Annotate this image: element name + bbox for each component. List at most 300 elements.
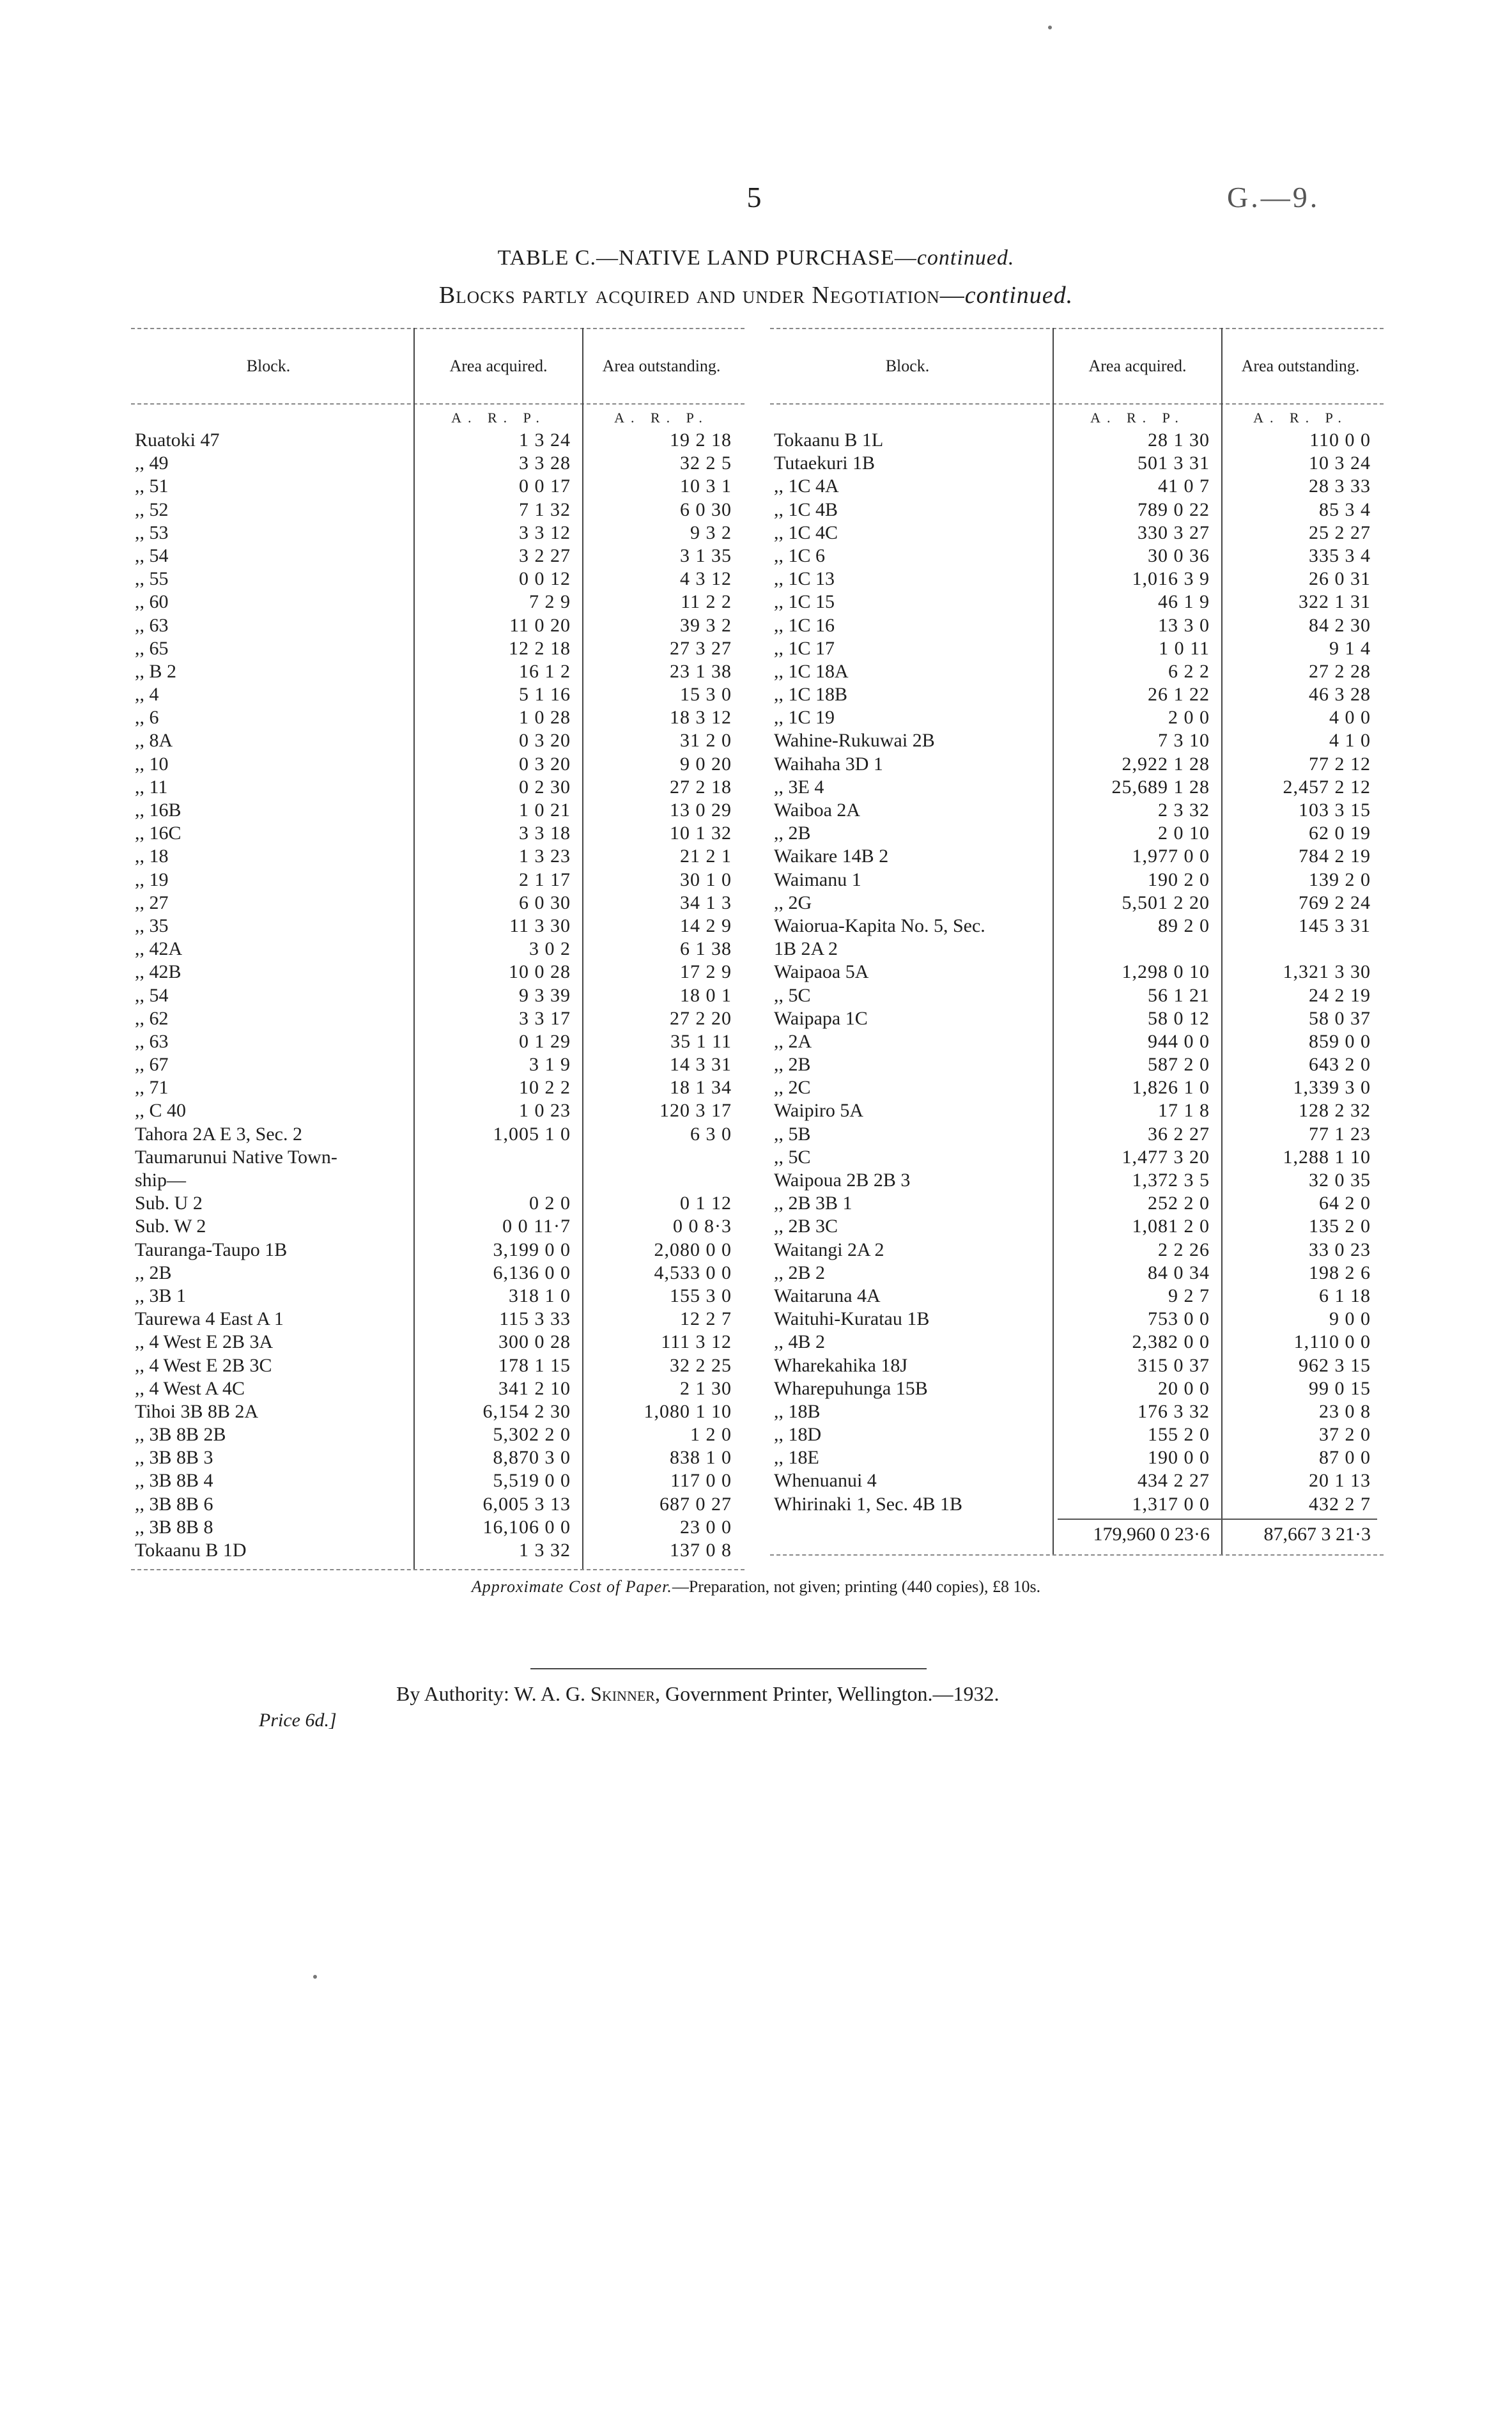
block-name: Ruatoki 47 [135, 429, 220, 451]
area-outstanding-value: 13 0 29 [670, 800, 732, 821]
area-acquired-value: 2 0 10 [1158, 823, 1210, 844]
area-acquired-value: 2,922 1 28 [1122, 753, 1210, 775]
table-row [131, 1076, 744, 1099]
table-row [131, 1192, 744, 1215]
area-outstanding-value: 322 1 31 [1299, 591, 1371, 613]
area-outstanding-value: 27 2 20 [670, 1007, 732, 1029]
table-row [770, 869, 1384, 892]
block-name: ,, 3B 8B 6 [135, 1493, 213, 1515]
area-acquired-value: 56 1 21 [1148, 984, 1210, 1006]
units-outstanding: A. R. P. [614, 410, 709, 426]
block-name: Sub. U 2 [135, 1193, 203, 1214]
area-outstanding-value: 27 3 27 [670, 637, 732, 659]
block-name: ,, 42A [135, 938, 183, 960]
table-row [131, 452, 744, 475]
table-row [770, 1331, 1384, 1354]
area-outstanding-value: 9 0 0 [1329, 1308, 1371, 1330]
area-acquired-value: 3 1 9 [529, 1054, 571, 1076]
area-acquired-value: 1,977 0 0 [1132, 846, 1210, 867]
block-name: ,, 16C [135, 823, 181, 844]
block-name: ,, 1C 16 [774, 614, 835, 636]
table-row [770, 1169, 1384, 1192]
table-row [770, 1030, 1384, 1053]
block-name: ,, 6 [135, 707, 159, 729]
block-name: ,, 18B [774, 1400, 821, 1422]
block-name: ,, 1C 18A [774, 660, 849, 682]
area-outstanding-value: 25 2 27 [1309, 522, 1371, 543]
area-acquired-value: 1,826 1 0 [1132, 1077, 1210, 1099]
cost-footnote [0, 1577, 1512, 1597]
area-outstanding-value: 1,321 3 30 [1283, 961, 1371, 983]
area-outstanding-value: 84 2 30 [1309, 614, 1371, 636]
block-name: Waipiro 5A [774, 1100, 864, 1122]
area-acquired-value: 8,870 3 0 [493, 1447, 571, 1469]
block-name: ,, 18E [774, 1447, 819, 1469]
table-bottom-rule [770, 1554, 1384, 1556]
block-name: ,, 1C 17 [774, 637, 835, 659]
area-acquired-value: 9 2 7 [1168, 1285, 1210, 1306]
area-acquired-value: 190 2 0 [1148, 869, 1210, 890]
area-outstanding-value: 77 1 23 [1309, 1123, 1371, 1145]
block-name: ,, 54 [135, 984, 169, 1006]
table-row [770, 1146, 1384, 1169]
area-acquired-value: 1,372 3 5 [1132, 1170, 1210, 1191]
block-name: Waimanu 1 [774, 869, 861, 890]
area-acquired-value: 300 0 28 [498, 1331, 571, 1353]
block-name: ,, 62 [135, 1007, 169, 1029]
area-outstanding-value: 58 0 37 [1309, 1007, 1371, 1029]
table-row [770, 822, 1384, 845]
area-outstanding-value: 34 1 3 [680, 892, 732, 913]
block-name: Taurewa 4 East A 1 [135, 1308, 284, 1330]
table-row [770, 475, 1384, 498]
area-acquired-value: 315 0 37 [1138, 1354, 1210, 1376]
block-name: ,, 67 [135, 1054, 169, 1076]
area-acquired-value: 0 0 11·7 [502, 1216, 571, 1237]
table-row [131, 1053, 744, 1076]
table-row [131, 660, 744, 683]
block-name: ,, 49 [135, 452, 169, 474]
area-acquired-value: 1,005 1 0 [493, 1123, 571, 1145]
price: Price 6d.] [259, 1710, 337, 1731]
block-name: ,, 71 [135, 1077, 169, 1099]
block-name: ,, 4 West E 2B 3C [135, 1354, 272, 1376]
area-acquired-value: 6 0 30 [519, 892, 571, 913]
area-outstanding-value: 6 1 18 [1319, 1285, 1371, 1306]
area-outstanding-value: 6 3 0 [690, 1123, 732, 1145]
area-outstanding-value: 85 3 4 [1319, 499, 1371, 520]
area-acquired-value: 3 0 2 [529, 938, 571, 960]
block-name: ,, 8A [135, 730, 173, 752]
block-name: ,, 65 [135, 637, 169, 659]
block-name: Waiboa 2A [774, 800, 861, 821]
area-acquired-value: 36 2 27 [1148, 1123, 1210, 1145]
area-acquired-value: 115 3 33 [499, 1308, 571, 1330]
units-acquired: A. R. P. [451, 410, 546, 426]
block-name: ,, C 40 [135, 1100, 187, 1122]
table-title [0, 246, 1512, 270]
table-row [770, 706, 1384, 729]
area-acquired-value: 3 3 28 [519, 452, 571, 474]
header-rule [131, 403, 744, 405]
block-name: ,, 10 [135, 753, 169, 775]
block-name: ,, 19 [135, 869, 169, 890]
table-row [770, 776, 1384, 799]
block-name: Wahine-Rukuwai 2B [774, 730, 935, 752]
area-outstanding-value: 432 2 7 [1309, 1493, 1371, 1515]
area-outstanding-value: 838 1 0 [670, 1447, 732, 1469]
area-outstanding-value: 23 0 8 [1319, 1400, 1371, 1422]
area-outstanding-value: 18 3 12 [670, 707, 732, 729]
column-header-area-acquired: Area acquired. [1088, 357, 1187, 375]
table-row [131, 776, 744, 799]
block-name: ,, 1C 15 [774, 591, 835, 613]
table-row [131, 499, 744, 522]
area-outstanding-value: 39 3 2 [680, 614, 732, 636]
area-outstanding-value: 33 0 23 [1309, 1239, 1371, 1260]
block-name: ,, 53 [135, 522, 169, 543]
table-row [770, 1354, 1384, 1377]
block-name: Wharekahika 18J [774, 1354, 908, 1376]
area-outstanding-value: 99 0 15 [1309, 1377, 1371, 1399]
table-row [770, 1400, 1384, 1423]
area-acquired-value: 46 1 9 [1158, 591, 1210, 613]
area-acquired-value: 41 0 7 [1158, 476, 1210, 497]
table-row [770, 1076, 1384, 1099]
column-header-area-acquired: Area acquired. [449, 357, 548, 375]
area-acquired-value: 1 0 21 [519, 800, 571, 821]
block-name: Tutaekuri 1B [774, 452, 876, 474]
block-name: ,, 1C 4C [774, 522, 838, 543]
block-name: ,, 1C 4A [774, 476, 839, 497]
block-name: ,, 60 [135, 591, 169, 613]
area-acquired-value: 58 0 12 [1148, 1007, 1210, 1029]
table-row [131, 869, 744, 892]
table-row [131, 1099, 744, 1122]
area-outstanding-value: 4,533 0 0 [654, 1262, 732, 1283]
table-bottom-rule [131, 1569, 744, 1570]
area-acquired-value: 3 3 17 [519, 1007, 571, 1029]
area-outstanding-value: 14 2 9 [680, 915, 732, 936]
page-code: G.—9. [1227, 181, 1320, 213]
table-row [131, 1516, 744, 1539]
area-acquired-value: 1 0 23 [519, 1100, 571, 1122]
area-acquired-value: 1,477 3 20 [1122, 1146, 1210, 1168]
table-row [131, 1446, 744, 1469]
area-acquired-value: 2 1 17 [519, 869, 571, 890]
block-name: ,, 54 [135, 545, 169, 566]
area-acquired-value: 341 2 10 [498, 1377, 571, 1399]
table-row [770, 1239, 1384, 1262]
area-outstanding-value: 32 2 5 [680, 452, 732, 474]
column-header-block: Block. [885, 357, 930, 375]
area-outstanding-value: 103 3 15 [1299, 800, 1371, 821]
table-row [131, 1539, 744, 1562]
area-outstanding-value: 1,339 3 0 [1293, 1077, 1371, 1099]
area-outstanding-value: 1 2 0 [690, 1424, 732, 1446]
block-name: ,, 63 [135, 1030, 169, 1052]
area-outstanding-value: 137 0 8 [670, 1540, 732, 1561]
area-outstanding-value: 135 2 0 [1309, 1216, 1371, 1237]
area-acquired-value: 1 3 23 [519, 846, 571, 867]
area-acquired-value: 10 2 2 [519, 1077, 571, 1099]
table-row [131, 1400, 744, 1423]
block-name: Waipoua 2B 2B 3 [774, 1170, 911, 1191]
table-row [770, 984, 1384, 1007]
table-row [131, 706, 744, 729]
area-outstanding-value: 4 0 0 [1329, 707, 1371, 729]
area-acquired-value: 753 0 0 [1148, 1308, 1210, 1330]
table-row [770, 499, 1384, 522]
area-acquired-value: 1,298 0 10 [1122, 961, 1210, 983]
area-acquired-value: 30 0 36 [1148, 545, 1210, 566]
area-acquired-value: 1,317 0 0 [1132, 1493, 1210, 1515]
area-outstanding-value: 32 0 35 [1309, 1170, 1371, 1191]
table-row [770, 683, 1384, 706]
block-name: Waihaha 3D 1 [774, 753, 883, 775]
area-acquired-value: 13 3 0 [1158, 614, 1210, 636]
area-outstanding-value: 46 3 28 [1309, 684, 1371, 706]
area-outstanding-value: 9 3 2 [690, 522, 732, 543]
block-name: ,, 27 [135, 892, 169, 913]
block-name: ,, 2B 2 [774, 1262, 826, 1283]
area-acquired-value: 0 3 20 [519, 753, 571, 775]
table-row [131, 753, 744, 776]
block-name: 1B 2A 2 [774, 938, 838, 960]
table-row [131, 475, 744, 498]
table-row [131, 1308, 744, 1331]
table-row [770, 1423, 1384, 1446]
table-row [770, 452, 1384, 475]
scan-speck [1048, 26, 1052, 29]
table-row [131, 1354, 744, 1377]
area-outstanding-value: 21 2 1 [680, 846, 732, 867]
area-outstanding-value: 64 2 0 [1319, 1193, 1371, 1214]
area-outstanding-value: 32 2 25 [670, 1354, 732, 1376]
area-acquired-value: 1,081 2 0 [1132, 1216, 1210, 1237]
block-name: ,, 1C 18B [774, 684, 848, 706]
area-acquired-value: 16,106 0 0 [482, 1516, 571, 1538]
area-acquired-value: 5,501 2 20 [1122, 892, 1210, 913]
table-row [770, 1215, 1384, 1238]
table-row [770, 591, 1384, 614]
area-outstanding-value: 26 0 31 [1309, 568, 1371, 590]
table-top-rule [770, 328, 1384, 329]
area-outstanding-value: 37 2 0 [1319, 1424, 1371, 1446]
area-outstanding-value: 110 0 0 [1309, 429, 1371, 451]
table-row [131, 822, 744, 845]
block-name: ,, 4 West E 2B 3A [135, 1331, 274, 1353]
area-outstanding-value: 859 0 0 [1309, 1030, 1371, 1052]
page-number: 5 [746, 181, 762, 213]
block-name: ,, 52 [135, 499, 169, 520]
table-row [770, 1099, 1384, 1122]
units-outstanding: A. R. P. [1253, 410, 1348, 426]
table-row [131, 1169, 744, 1192]
imprint-printer: Skinner [590, 1682, 655, 1705]
table-row [131, 683, 744, 706]
table-row [770, 1123, 1384, 1146]
area-outstanding-value: 17 2 9 [680, 961, 732, 983]
area-acquired-value: 6,005 3 13 [482, 1493, 571, 1515]
block-name: Waituhi-Kuratau 1B [774, 1308, 930, 1330]
area-outstanding-value: 111 3 12 [661, 1331, 732, 1353]
area-acquired-value: 12 2 18 [509, 637, 571, 659]
area-outstanding-value: 24 2 19 [1309, 984, 1371, 1006]
cost-label: Approximate Cost of Paper. [471, 1577, 672, 1596]
area-acquired-value: 26 1 22 [1148, 684, 1210, 706]
block-name: ,, B 2 [135, 660, 177, 682]
table-row [770, 637, 1384, 660]
area-outstanding-value: 23 0 0 [680, 1516, 732, 1538]
area-acquired-value: 2,382 0 0 [1132, 1331, 1210, 1353]
block-name: ,, 1C 4B [774, 499, 838, 520]
area-acquired-value: 2 0 0 [1168, 707, 1210, 729]
block-name: ,, 3B 1 [135, 1285, 187, 1306]
area-acquired-value: 11 3 30 [509, 915, 571, 936]
imprint [396, 1682, 999, 1706]
area-outstanding-value: 335 3 4 [1309, 545, 1371, 566]
area-outstanding-value: 35 1 11 [670, 1030, 732, 1052]
area-acquired-value: 25,689 1 28 [1111, 776, 1210, 798]
area-acquired-value: 11 0 20 [509, 614, 571, 636]
total-area-acquired: 179,960 0 23·6 [1093, 1524, 1210, 1545]
table-row [770, 660, 1384, 683]
area-acquired-value: 6,136 0 0 [493, 1262, 571, 1283]
area-outstanding-value: 687 0 27 [660, 1493, 732, 1515]
cost-text: —Preparation, not given; printing (440 copies), £8 10s. [672, 1577, 1041, 1596]
area-acquired-value: 20 0 0 [1158, 1377, 1210, 1399]
area-acquired-value: 5 1 16 [519, 684, 571, 706]
block-name: ,, 1C 13 [774, 568, 835, 590]
area-outstanding-value: 31 2 0 [680, 730, 732, 752]
area-acquired-value: 0 0 12 [519, 568, 571, 590]
table-row [770, 1007, 1384, 1030]
subtitle-text: Blocks partly acquired and under Negotiation— [438, 282, 965, 309]
area-outstanding-value: 14 3 31 [670, 1054, 732, 1076]
area-outstanding-value: 77 2 12 [1309, 753, 1371, 775]
block-name: Sub. W 2 [135, 1216, 206, 1237]
table-row [131, 1007, 744, 1030]
table-row [770, 1053, 1384, 1076]
area-outstanding-value: 6 0 30 [680, 499, 732, 520]
area-acquired-value: 10 0 28 [509, 961, 571, 983]
block-name: ,, 3B 8B 8 [135, 1516, 213, 1538]
block-name: ,, 2B [774, 1054, 811, 1076]
area-acquired-value: 0 2 30 [519, 776, 571, 798]
area-acquired-value: 3 3 12 [519, 522, 571, 543]
area-acquired-value: 84 0 34 [1148, 1262, 1210, 1283]
block-name: Waitaruna 4A [774, 1285, 881, 1306]
table-row [131, 1331, 744, 1354]
area-acquired-value: 3,199 0 0 [493, 1239, 571, 1260]
area-acquired-value: 6 2 2 [1168, 660, 1210, 682]
table-row [770, 568, 1384, 591]
table-row [770, 1446, 1384, 1469]
block-name: ,, 2B [774, 823, 811, 844]
table-body [770, 429, 1384, 1516]
block-name: Wharepuhunga 15B [774, 1377, 928, 1399]
area-acquired-value: 1 0 28 [519, 707, 571, 729]
area-outstanding-value: 198 2 6 [1309, 1262, 1371, 1283]
area-outstanding-value: 145 3 31 [1299, 915, 1371, 936]
table-row [770, 1493, 1384, 1516]
area-outstanding-value: 139 2 0 [1309, 869, 1371, 890]
subtitle-continued: continued. [964, 282, 1074, 309]
area-outstanding-value: 128 2 32 [1299, 1100, 1371, 1122]
table-row [131, 545, 744, 568]
table-row [131, 1493, 744, 1516]
area-outstanding-value: 117 0 0 [670, 1470, 732, 1492]
table-row [131, 1030, 744, 1053]
block-name: ,, 11 [135, 776, 168, 798]
area-acquired-value: 2 2 26 [1158, 1239, 1210, 1260]
table-row [131, 1239, 744, 1262]
area-outstanding-value: 28 3 33 [1309, 476, 1371, 497]
block-name: Whirinaki 1, Sec. 4B 1B [774, 1493, 962, 1515]
area-acquired-value: 190 0 0 [1148, 1447, 1210, 1469]
table-row [770, 1262, 1384, 1285]
area-acquired-value: 330 3 27 [1138, 522, 1210, 543]
area-acquired-value: 5,302 2 0 [493, 1424, 571, 1446]
area-outstanding-value: 27 2 28 [1309, 660, 1371, 682]
area-acquired-value: 16 1 2 [519, 660, 571, 682]
table-row [770, 522, 1384, 545]
area-outstanding-value: 155 3 0 [670, 1285, 732, 1306]
block-name: ,, 3B 8B 4 [135, 1470, 213, 1492]
block-name: ,, 2B 3C [774, 1216, 838, 1237]
area-outstanding-value: 9 0 20 [680, 753, 732, 775]
table-row [770, 892, 1384, 915]
area-acquired-value: 318 1 0 [509, 1285, 571, 1306]
area-acquired-value: 17 1 8 [1158, 1100, 1210, 1122]
table-row [131, 1469, 744, 1492]
scan-speck [313, 1975, 317, 1979]
table-row [131, 729, 744, 752]
area-acquired-value: 789 0 22 [1138, 499, 1210, 520]
area-acquired-value: 155 2 0 [1148, 1424, 1210, 1446]
table-body [131, 429, 744, 1562]
table-row [131, 591, 744, 614]
area-outstanding-value: 30 1 0 [680, 869, 732, 890]
table-top-rule [131, 328, 744, 329]
area-outstanding-value: 10 3 1 [680, 476, 732, 497]
block-name: ,, 42B [135, 961, 181, 983]
area-acquired-value: 7 1 32 [519, 499, 571, 520]
area-outstanding-value: 18 0 1 [680, 984, 732, 1006]
area-acquired-value: 1 3 32 [519, 1540, 571, 1561]
table-row [131, 1123, 744, 1146]
area-acquired-value: 176 3 32 [1138, 1400, 1210, 1422]
table-row [131, 984, 744, 1007]
area-outstanding-value: 87 0 0 [1319, 1447, 1371, 1469]
area-outstanding-value: 2 1 30 [680, 1377, 732, 1399]
imprint-suffix: , Government Printer, Wellington.—1932. [654, 1682, 999, 1705]
imprint-rule [530, 1668, 927, 1669]
area-outstanding-value: 1,288 1 10 [1283, 1146, 1371, 1168]
table-row [131, 915, 744, 938]
table-row [770, 1285, 1384, 1308]
area-acquired-value: 434 2 27 [1138, 1470, 1210, 1492]
block-name: ,, 5C [774, 1146, 811, 1168]
block-name: Waikare 14B 2 [774, 846, 889, 867]
table-subtitle [0, 281, 1512, 309]
area-outstanding-value: 1,110 0 0 [1293, 1331, 1371, 1353]
block-name: ,, 16B [135, 800, 181, 821]
table-row [131, 637, 744, 660]
block-name: ,, 2A [774, 1030, 812, 1052]
table-row [770, 429, 1384, 452]
